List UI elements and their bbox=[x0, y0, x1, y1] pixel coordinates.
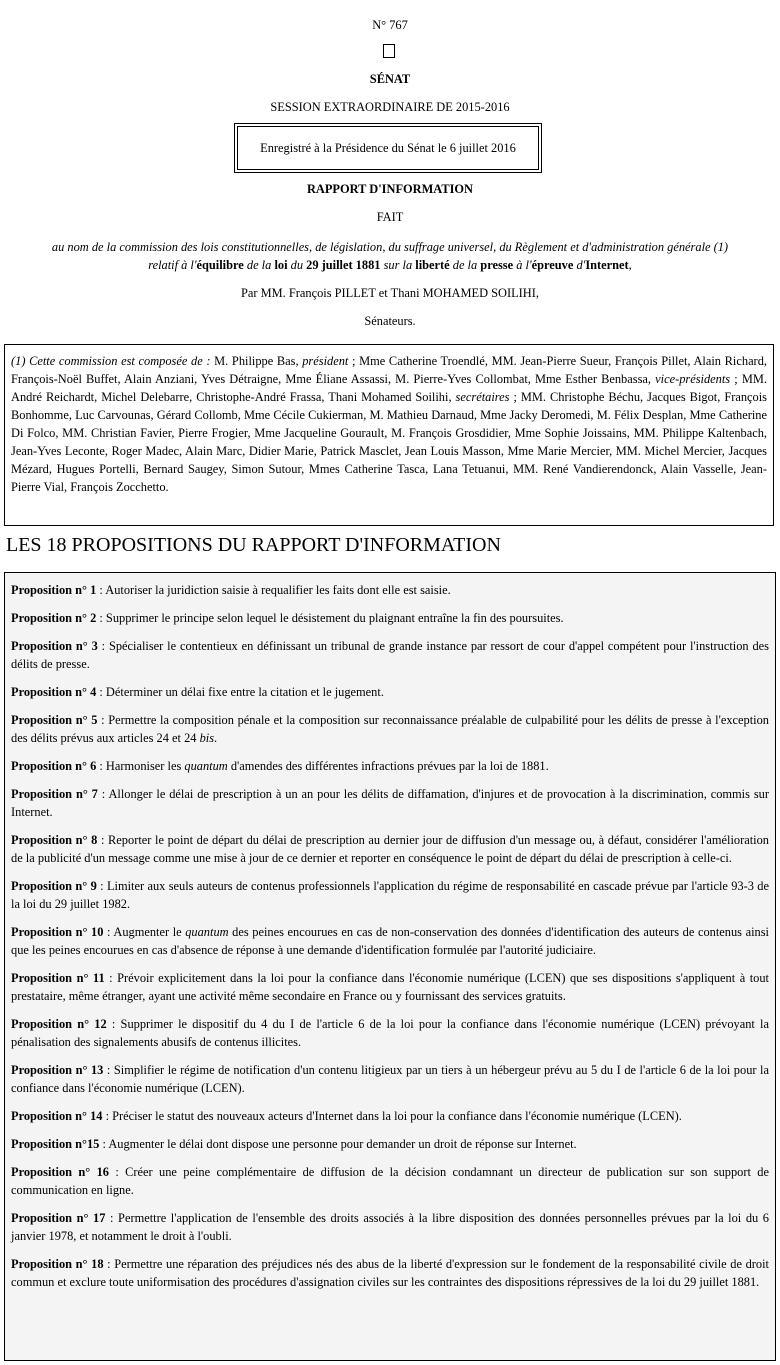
proposition-item bbox=[11, 1255, 769, 1291]
proposition-item bbox=[11, 1061, 769, 1097]
proposition-text: : Créer une peine complémentaire de diffusion de la décision condamnant un directeur de publication sur son support de communication en ligne. bbox=[11, 1165, 769, 1197]
proposition-label: Proposition n° 7 bbox=[11, 787, 98, 801]
proposition-label: Proposition n° 10 bbox=[11, 925, 104, 939]
subject-text: , bbox=[628, 258, 632, 272]
proposition-label: Proposition n° 14 bbox=[11, 1109, 103, 1123]
subject-keyword: Internet bbox=[585, 258, 629, 272]
proposition-text: : Permettre une réparation des préjudices nés des abus de la liberté d'expression sur le fondement de la responsabilité civile de droit commun et exclure toute uniformisation des procédures d'assignation civiles sur les contraintes des dispositions répressives de la loi du 29 juillet 1881. bbox=[11, 1257, 769, 1289]
section-title: LES 18 PROPOSITIONS DU RAPPORT D'INFORMATION bbox=[6, 534, 501, 556]
session-label: SESSION EXTRAORDINAIRE DE 2015-2016 bbox=[270, 100, 510, 114]
proposition-item bbox=[11, 877, 769, 913]
report-subject bbox=[4, 238, 776, 274]
footnote-role: vice-présidents bbox=[655, 372, 731, 386]
proposition-italic: quantum bbox=[184, 759, 228, 773]
propositions-box bbox=[4, 572, 776, 1361]
subject-text: de la bbox=[243, 258, 275, 272]
authors: Par MM. François PILLET et Thani MOHAMED SOILIHI, bbox=[241, 286, 539, 300]
proposition-item bbox=[11, 1107, 769, 1125]
proposition-label: Proposition n° 12 bbox=[11, 1017, 107, 1031]
signature: Sénateurs. bbox=[364, 314, 416, 328]
chamber-name: SÉNAT bbox=[369, 72, 411, 86]
proposition-text: : Autoriser la juridiction saisie à requalifier les faits dont elle est saisie. bbox=[96, 583, 451, 597]
proposition-label: Proposition n° 11 bbox=[11, 971, 105, 985]
proposition-item bbox=[11, 581, 769, 599]
proposition-item bbox=[11, 609, 769, 627]
proposition-label: Proposition n° 1 bbox=[11, 583, 97, 597]
proposition-label: Proposition n° 9 bbox=[11, 879, 97, 893]
proposition-italic: bis bbox=[199, 731, 215, 745]
proposition-item bbox=[11, 711, 769, 747]
proposition-label: Proposition n° 18 bbox=[11, 1257, 104, 1271]
proposition-text: : Augmenter le bbox=[103, 925, 186, 939]
senate-logo-placeholder bbox=[383, 44, 395, 58]
proposition-item bbox=[11, 683, 769, 701]
proposition-text: : Supprimer le dispositif du 4 du I de l'article 6 de la loi pour la confiance dans l'économie numérique (LCEN) prévoyant la pénalisation des signalements abusifs de contenus illicites. bbox=[11, 1017, 769, 1049]
proposition-item bbox=[11, 831, 769, 867]
proposition-item bbox=[11, 1163, 769, 1199]
footnote-text: ; Mme Catherine Troendlé, MM. Jean-Pierre Sueur, François Pillet, Alain Richard, François-Noël Buffet, Alain Anziani, Yves Détraigne, Mme Éliane Assassi, M. Pierre-Yves Collombat, Mme Esther Benbassa, bbox=[11, 354, 767, 386]
proposition-item bbox=[11, 969, 769, 1005]
proposition-label: Proposition n° 5 bbox=[11, 713, 98, 727]
proposition-text: . bbox=[214, 731, 218, 745]
subject-text: d' bbox=[573, 258, 586, 272]
fait-label: FAIT bbox=[376, 210, 404, 224]
subject-text: du bbox=[287, 258, 307, 272]
proposition-item bbox=[11, 1135, 769, 1153]
proposition-text: : Supprimer le principe selon lequel le désistement du plaignant entraîne la fin des poursuites. bbox=[96, 611, 564, 625]
subject-keyword: presse bbox=[480, 258, 514, 272]
subject-keyword: 29 juillet 1881 bbox=[306, 258, 381, 272]
proposition-text: : Limiter aux seuls auteurs de contenus professionnels l'application du régime de responsabilité en cascade prévue par l'article 93-3 de la loi du 29 juillet 1982. bbox=[11, 879, 769, 911]
proposition-text: : Prévoir explicitement dans la loi pour la confiance dans l'économie numérique (LCEN) que ses dispositions s'appliquent à tout prestataire, même étranger, ayant une activité même secondaire en France ou y fournissant des services gratuits. bbox=[11, 971, 769, 1003]
footnote-role: secrétaires bbox=[455, 390, 510, 404]
proposition-label: Proposition n° 4 bbox=[11, 685, 97, 699]
subject-text: relatif à l' bbox=[148, 258, 197, 272]
proposition-item bbox=[11, 923, 769, 959]
proposition-label: Proposition n° 13 bbox=[11, 1063, 104, 1077]
proposition-text: : Préciser le statut des nouveaux acteurs d'Internet dans la loi pour la confiance dans l'économie numérique (LCEN). bbox=[102, 1109, 682, 1123]
proposition-label: Proposition n° 17 bbox=[11, 1211, 106, 1225]
proposition-text: : Spécialiser le contentieux en définissant un tribunal de grande instance par ressort de cour d'appel compétent pour l'instruction des délits de presse. bbox=[11, 639, 769, 671]
subject-keyword: liberté bbox=[415, 258, 450, 272]
registration-text: Enregistré à la Présidence du Sénat le 6 juillet 2016 bbox=[260, 140, 516, 155]
commission-name: au nom de la commission des lois constitutionnelles, de législation, du suffrage universel, du Règlement et d'administration générale (1) bbox=[51, 240, 729, 254]
subject-text: sur la bbox=[380, 258, 416, 272]
proposition-text: : Déterminer un délai fixe entre la citation et le jugement. bbox=[96, 685, 384, 699]
subject-text: à l' bbox=[513, 258, 532, 272]
proposition-text: : Permettre la composition pénale et la composition sur reconnaissance préalable de culpabilité pour les délits de presse à l'exception des délits prévus aux articles 24 et 24 bbox=[11, 713, 769, 745]
footnote-text: ; MM. André Reichardt, Michel Delebarre, Christophe-André Frassa, Thani Mohamed Soilihi, bbox=[11, 372, 767, 404]
proposition-text: : Reporter le point de départ du délai de prescription au dernier jour de diffusion d'un message ou, à défaut, considérer l'amélioration de la publicité d'un message comme une mise à jour de ce dernier et reporter en conséquence le point de départ du délai de prescription à celle-ci. bbox=[11, 833, 769, 865]
proposition-label: Proposition n°15 bbox=[11, 1137, 100, 1151]
subject-keyword: équilibre bbox=[196, 258, 244, 272]
proposition-text: : Allonger le délai de prescription à un an pour les délits de diffamation, d'injures et de provocation à la discrimination, commis sur Internet. bbox=[11, 787, 769, 819]
proposition-text: d'amendes des différentes infractions prévues par la loi de 1881. bbox=[227, 759, 549, 773]
proposition-item bbox=[11, 1015, 769, 1051]
proposition-text: : Harmoniser les bbox=[96, 759, 185, 773]
footnote-text: ; MM. Christophe Béchu, Jacques Bigot, François Bonhomme, Luc Carvounas, Gérard Collomb, Mme Cécile Cukierman, M. Mathieu Darnaud, Mme Jacky Deromedi, M. Félix Desplan, Mme Catherine Di Folco, MM. Christian Favier, Pierre Frogier, Mme Jacqueline Gourault, M. François Grosdidier, Mme Sophie Joissains, MM. Philippe Kaltenbach, Jean-Yves Leconte, Roger Madec, Alain Marc, Didier Marie, Patrick Masclet, Jean Louis Masson, Mme Marie Mercier, MM. Michel Mercier, Jacques Mézard, Hugues Portelli, Bernard Saugey, Simon Sutour, Mmes Catherine Tasca, Lana Tetuanui, MM. René Vandierendonck, Alain Vasselle, Jean-Pierre Vial, François Zocchetto. bbox=[11, 390, 767, 494]
subject-text: de la bbox=[449, 258, 481, 272]
proposition-item bbox=[11, 757, 769, 775]
proposition-italic: quantum bbox=[185, 925, 229, 939]
proposition-item bbox=[11, 637, 769, 673]
registration-box bbox=[237, 126, 539, 170]
proposition-label: Proposition n° 2 bbox=[11, 611, 97, 625]
proposition-text: des peines encourues en cas de non-conservation des données d'identification des auteurs de contenus ainsi que les peines encourues en cas d'absence de réponse à une demande d'identification formulée par l'autorité judiciaire. bbox=[11, 925, 769, 957]
report-type: RAPPORT D'INFORMATION bbox=[306, 182, 474, 196]
document-number: N° 767 bbox=[372, 18, 408, 32]
proposition-text: : Permettre l'application de l'ensemble des droits associés à la libre disposition des données personnelles prévues par la loi du 6 janvier 1978, et notamment le droit à l'oubli. bbox=[11, 1211, 769, 1243]
subject-keyword: épreuve bbox=[531, 258, 574, 272]
proposition-label: Proposition n° 3 bbox=[11, 639, 98, 653]
proposition-label: Proposition n° 8 bbox=[11, 833, 98, 847]
proposition-text: : Augmenter le délai dont dispose une personne pour demander un droit de réponse sur Internet. bbox=[99, 1137, 577, 1151]
commission-members-footnote bbox=[4, 344, 774, 526]
footnote-text: M. Philippe Bas, bbox=[210, 354, 303, 368]
proposition-text: : Simplifier le régime de notification d'un contenu litigieux par un tiers à un hébergeur prévu au 5 du I de l'article 6 de la loi pour la confiance dans l'économie numérique (LCEN). bbox=[11, 1063, 769, 1095]
proposition-item bbox=[11, 1209, 769, 1245]
footnote-intro: (1) Cette commission est composée de : bbox=[11, 354, 211, 368]
proposition-item bbox=[11, 785, 769, 821]
proposition-label: Proposition n° 6 bbox=[11, 759, 97, 773]
footnote-role: président bbox=[302, 354, 349, 368]
proposition-label: Proposition n° 16 bbox=[11, 1165, 109, 1179]
subject-keyword: loi bbox=[274, 258, 288, 272]
